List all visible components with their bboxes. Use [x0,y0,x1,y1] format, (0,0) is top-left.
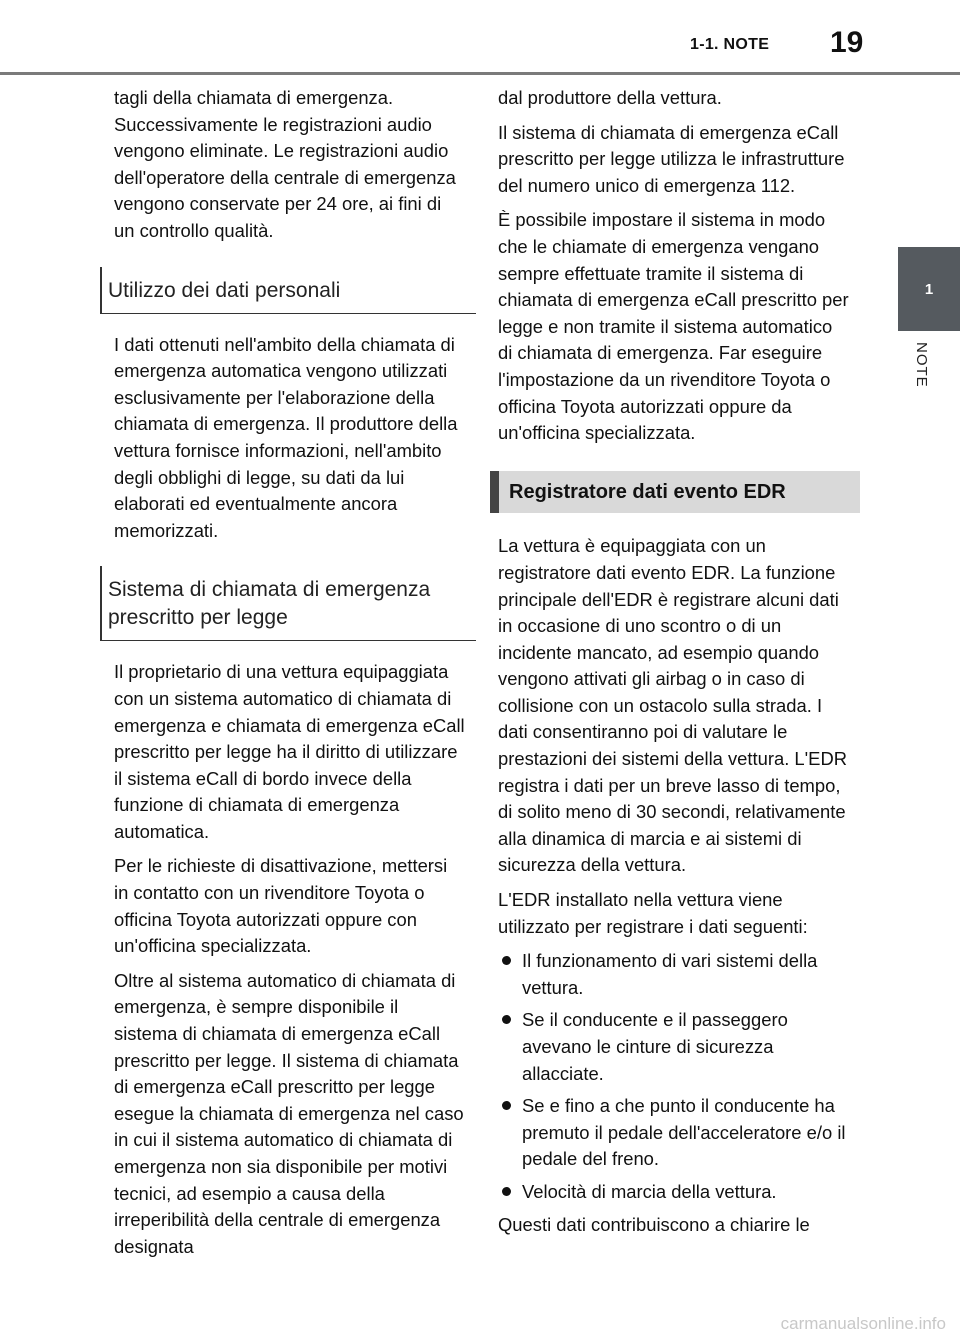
chapter-tab-label: NOTE [913,342,930,388]
header-divider [0,72,960,75]
list-item [498,948,850,1001]
heading-legal-system: Sistema di chiamata di emergenza prescritto per legge [100,566,476,641]
edr-paragraph-2: L'EDR installato nella vettura viene utilizzato per registrare i dati seguenti: [498,889,808,937]
list-item-text: Il funzionamento di vari sistemi della vettura. [522,950,818,998]
list-item-text: Se e fino a che punto il conducente ha premuto il pedale dell'acceleratore e/o il pedale del freno. [522,1095,846,1170]
list-item [498,1007,850,1087]
list-item-text: Velocità di marcia della vettura. [522,1180,777,1202]
bullet-icon [502,1187,511,1196]
page-number: 19 [830,26,864,59]
edr-paragraph-1: La vettura è equipaggiata con un registratore dati evento EDR. La funzione principale dell'EDR è registrare alcuni dati in occasione di uno scontro o di un incidente mancato, ad esempio quando vengono attivati gli airbag o in caso di collisione con un ostacolo sulla strada. I dati consentiranno poi di valutare le prestazioni dei sistemi della vettura. L'EDR registra i dati per un breve lasso di tempo, di solito meno di 30 secondi, relativamente alla dinamica di marcia e ai sistemi di sicurezza della vettura. [498,535,848,876]
personal-data-paragraph: I dati ottenuti nell'ambito della chiamata di emergenza automatica vengono utilizzati esclusivamente per l'elaborazione della chiamata di emergenza. Il produttore della vettura fornisce informazioni, nell'ambito degli obblighi di legge, su dati da lui elaborati ed eventualmente ancora memorizzati. [114,333,458,541]
edr-data-list [498,948,850,1205]
chapter-tab-number: 1 [924,280,934,298]
bullet-icon [502,956,511,965]
left-column [108,85,466,1268]
intro-paragraph: tagli della chiamata di emergenza. Successivamente le registrazioni audio vengono eliminate. Le registrazioni audio dell'operatore della centrale di emergenza vengono conservate per 24 ore, ai fini di un controllo qualità. [114,87,456,241]
continuation-paragraph: dal produttore della vettura. [498,87,722,108]
closing-paragraph: Questi dati contribuiscono a chiarire le [498,1213,810,1235]
bullet-icon [502,1101,511,1110]
list-item-text: Se il conducente e il passeggero avevano le cinture di sicurezza allacciate. [522,1009,788,1084]
list-item [498,1093,850,1173]
right-column [498,85,850,1246]
setting-paragraph: È possibile impostare il sistema in modo che le chiamate di emergenza vengano sempre effettuate tramite il sistema di chiamata di emergenza eCall prescritto per legge e non tramite il sistema automatico di chiamata di emergenza. Far eseguire l'impostazione da un rivenditore Toyota o officina Toyota autorizzati oppure da un'officina specializzata. [498,209,849,444]
legal-paragraph-3: Oltre al sistema automatico di chiamata di emergenza, è sempre disponibile il sistema di chiamata di emergenza eCall prescritto per legge. Il sistema di chiamata di emergenza eCall prescritto per legge esegue la chiamata di emergenza nel caso in cui il sistema automatico di chiamata di emergenza non sia disponibile per motivi tecnici, ad esempio a causa della irreperibilità della centrale di emergenza designata [114,969,464,1257]
legal-paragraph-1: Il proprietario di una vettura equipaggiata con un sistema automatico di chiamata di emergenza e chiamata di emergenza eCall prescritto per legge ha il diritto di utilizzare il sistema eCall di bordo invece della funzione di chiamata di emergenza automatica. [114,661,465,842]
bullet-icon [502,1015,511,1024]
list-item [498,1179,850,1206]
heading-edr: Registratore dati evento EDR [490,471,860,514]
heading-personal-data: Utilizzo dei dati personali [100,267,476,314]
infrastructure-paragraph: Il sistema di chiamata di emergenza eCall prescritto per legge utilizza le infrastrutture del numero unico di emergenza 112. [498,121,845,196]
chapter-tab[interactable] [898,247,960,331]
header-section-title: 1-1. NOTE [690,36,770,53]
legal-paragraph-2: Per le richieste di disattivazione, mettersi in contatto con un rivenditore Toyota o officina Toyota autorizzati oppure con un'officina specializzata. [114,855,448,957]
watermark: carmanualsonline.info [780,1314,946,1333]
